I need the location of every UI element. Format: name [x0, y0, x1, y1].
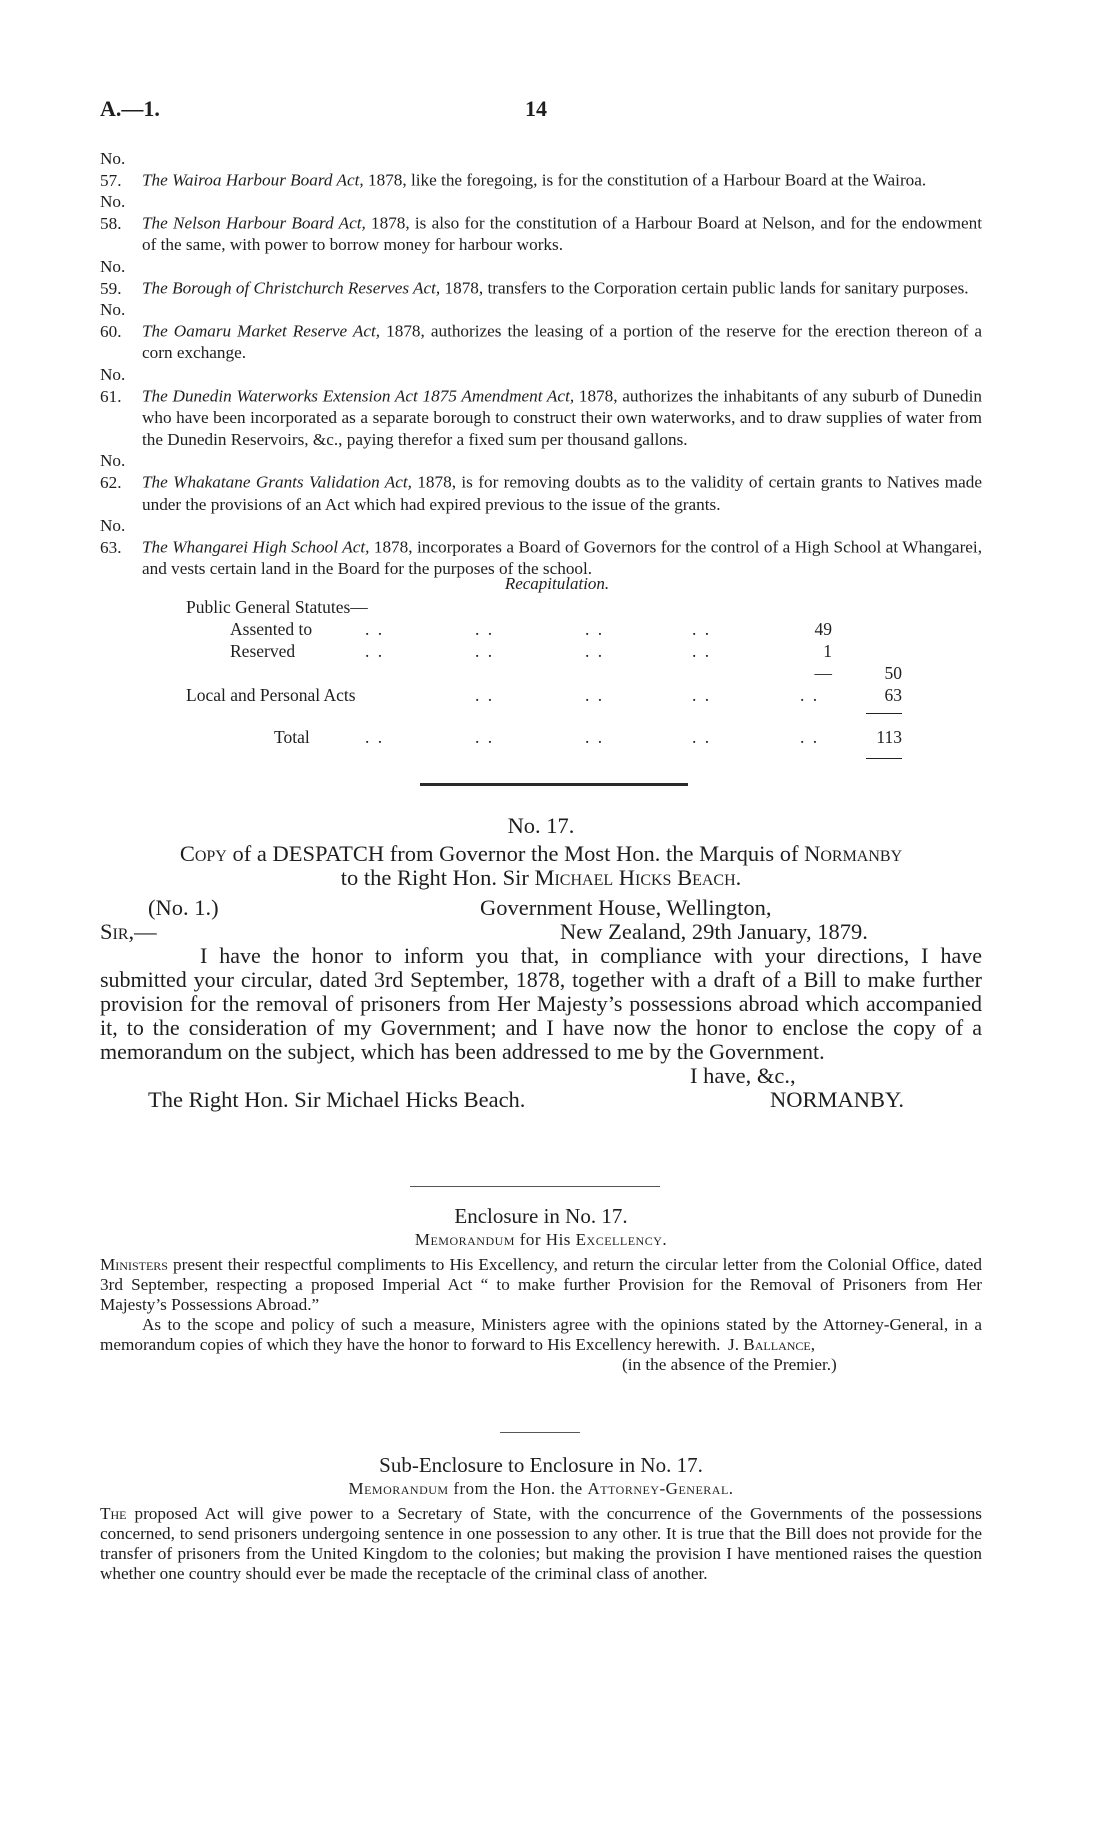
- act-text: 1878, incorporates a Board of Governors for the control of a High School at Whangarei, and vests certain land in the Board for the purposes of the school.: [142, 537, 982, 579]
- act-number: No. 63.: [100, 516, 126, 557]
- leader-dots: . .: [800, 727, 820, 747]
- title-part: of a DESPATCH from Governor the Most Hon. the Marquis of: [226, 841, 805, 866]
- enclosure-subtitle: [100, 1229, 982, 1251]
- act-text: 1878, authorizes the leasing of a portion of the reserve for the erection thereon of a corn exchange.: [142, 321, 982, 363]
- sub-enclosure-paragraph: [100, 1504, 982, 1584]
- recap-value: 113: [876, 727, 902, 747]
- despatch-title-line2: [100, 866, 982, 890]
- leader-dots: . .: [692, 641, 712, 661]
- recap-value: 50: [884, 663, 902, 683]
- recap-value: 1: [823, 641, 832, 661]
- recap-row-reserved: [0, 641, 1114, 663]
- act-number: No. 62.: [100, 451, 126, 492]
- act-entry: [100, 256, 982, 299]
- act-number: No. 61.: [100, 364, 126, 406]
- leader-dots: . .: [585, 619, 605, 639]
- paragraph-text: proposed Act will give power to a Secretary of State, with the concurrence of the Governments of the possessions concerned, to send prisoners undergoing sentence in one possession to any other. It is true that the Bill does not provide for the transfer of prisoners from the United Kingdom to the colonies; but making the provision I have mentioned raises the question whether one country should ever be made the receptacle of the criminal class of another.: [100, 1504, 982, 1583]
- signature-note: (in the absence of the Premier.): [622, 1355, 837, 1374]
- despatch-number: No. 17.: [507, 813, 575, 838]
- leader-dots: . .: [475, 619, 495, 639]
- act-entry: [100, 299, 982, 364]
- act-title: The Whangarei High School Act,: [142, 537, 370, 557]
- subtitle-part: Memorandum: [348, 1479, 449, 1498]
- despatch-ref: (No. 1.): [148, 895, 219, 920]
- series-header: A.—1.: [100, 96, 160, 121]
- leader-dots: . .: [475, 641, 495, 661]
- section-divider: [420, 783, 688, 786]
- recap-label: Assented to: [230, 619, 313, 639]
- enclosure-paragraph: As to the scope and policy of such a measure, Ministers agree with the opinions stated by the Attorney-General, in a memorandum copies of which they have the honor to forward to His Excellency herewith.: [100, 1315, 982, 1354]
- title-part: to the Right Hon. Sir: [340, 865, 535, 890]
- despatch-ref-line: [100, 896, 982, 920]
- signature: NORMANBY.: [770, 1087, 904, 1112]
- act-title: The Wairoa Harbour Board Act,: [142, 170, 364, 190]
- despatch-salutation-line: [100, 920, 982, 944]
- despatch: [100, 814, 982, 1112]
- act-text: 1878, transfers to the Corporation certain public lands for sanitary purposes.: [440, 278, 969, 298]
- leader-dots: . .: [585, 641, 605, 661]
- address-line-2: New Zealand, 29th January, 1879.: [560, 919, 868, 944]
- act-title: The Whakatane Grants Validation Act,: [142, 472, 412, 492]
- recap-row-assented: [0, 619, 1114, 641]
- acts-list: [100, 148, 982, 580]
- enclosure-title: Enclosure in No. 17.: [454, 1204, 628, 1228]
- leader-dots: . .: [585, 685, 605, 705]
- lead-word: Ministers: [100, 1255, 168, 1274]
- section-divider: [500, 1432, 580, 1433]
- title-part: Copy: [179, 841, 227, 866]
- leader-dots: . .: [692, 727, 712, 747]
- enclosure-note-line: [100, 1355, 982, 1377]
- leader-dots: . .: [365, 619, 385, 639]
- act-entry: [100, 148, 982, 191]
- leader-dots: . .: [365, 641, 385, 661]
- enclosure-signature: J. Ballance,: [728, 1335, 816, 1354]
- act-number: No. 59.: [100, 256, 126, 298]
- signoff-line: [100, 1088, 982, 1112]
- enclosure: [100, 1203, 982, 1377]
- leader-dots: . .: [475, 727, 495, 747]
- sub-enclosure: [100, 1452, 982, 1584]
- act-title: The Nelson Harbour Board Act,: [142, 213, 366, 233]
- recap-label: Reserved: [230, 641, 296, 661]
- act-title: The Oamaru Market Reserve Act,: [142, 321, 381, 341]
- despatch-body: I have the honor to inform you that, in compliance with your directions, I have submitted your circular, dated 3rd September, 1878, together with a draft of a Bill to make further provision for the removal of prisoners from Her Majesty’s possessions abroad which accompanied it, to the consideration of my Government; and I have now the honor to enclose the copy of a memorandum on the subject, which has been addressed to me by the Government.: [100, 943, 982, 1064]
- leader-dots: . .: [365, 727, 385, 747]
- enclosure-signature-line: [100, 1335, 982, 1355]
- rule: [866, 713, 902, 714]
- closing-line: [100, 1064, 982, 1088]
- act-title: The Borough of Christchurch Reserves Act,: [142, 278, 441, 298]
- act-number: No. 57.: [100, 149, 126, 190]
- section-divider: [410, 1186, 660, 1187]
- title-part: Normanby: [804, 841, 903, 866]
- recap-heading: Public General Statutes—: [186, 597, 368, 617]
- act-entry: [100, 515, 982, 580]
- leader-dots: . .: [585, 727, 605, 747]
- act-text: 1878, is also for the constitution of a Harbour Board at Nelson, and for the endowment of the same, with power to borrow money for harbour works.: [142, 213, 982, 255]
- act-text: 1878, authorizes the inhabitants of any suburb of Dunedin who have been incorporated as a separate borough to construct their own waterworks, and to draw supplies of water from the Dunedin Reservoirs, &c., paying therefor a fixed sum per thousand gallons.: [142, 386, 982, 449]
- despatch-title: [100, 842, 982, 866]
- addressee: The Right Hon. Sir Michael Hicks Beach.: [148, 1087, 526, 1112]
- address-line-1: Government House, Wellington,: [480, 895, 772, 920]
- recap-row-subtotal: [0, 663, 1114, 685]
- act-text: 1878, like the foregoing, is for the constitution of a Harbour Board at the Wairoa.: [363, 170, 927, 190]
- recap-value: 49: [814, 619, 832, 639]
- act-number: No. 60.: [100, 300, 126, 341]
- paragraph-text: present their respectful compliments to His Excellency, and return the circular letter from the Colonial Office, dated 3rd September, respecting a proposed Imperial Act “ to make further Provision for the Removal of Prisoners from Her Majesty’s Possessions Abroad.”: [100, 1255, 982, 1314]
- lead-word: The: [100, 1504, 127, 1523]
- enclosure-paragraph: [100, 1255, 982, 1315]
- closing: I have, &c.,: [690, 1063, 796, 1088]
- subtitle-part: for His: [514, 1230, 576, 1249]
- recap-row-local: [0, 685, 1114, 707]
- act-text: 1878, is for removing doubts as to the validity of certain grants to Natives made under the provisions of an Act which had expired previous to the issue of the grants.: [142, 472, 982, 514]
- subtitle-part: Memorandum: [414, 1230, 515, 1249]
- subtitle-part: Excellency.: [575, 1230, 668, 1249]
- leader-dots: . .: [800, 685, 820, 705]
- sub-enclosure-title: Sub-Enclosure to Enclosure in No. 17.: [379, 1453, 703, 1477]
- sub-enclosure-subtitle: [100, 1478, 982, 1500]
- leader-dots: . .: [692, 685, 712, 705]
- act-entry: [100, 450, 982, 515]
- title-part: Michael Hicks Beach.: [534, 865, 742, 890]
- leader-dots: . .: [475, 685, 495, 705]
- act-title: The Dunedin Waterworks Extension Act 1875 Amendment Act,: [142, 386, 575, 406]
- subtotal-dash: —: [814, 663, 832, 683]
- recap-label: Local and Personal Acts: [186, 685, 356, 705]
- salutation: Sir,—: [100, 919, 157, 944]
- recap-heading-row: [0, 597, 1114, 619]
- subtitle-part: from the Hon. the: [448, 1479, 588, 1498]
- act-number: No. 58.: [100, 192, 126, 233]
- subtitle-part: Attorney-General.: [587, 1479, 734, 1498]
- recap-value: 63: [884, 685, 902, 705]
- recap-row-total: [0, 727, 1114, 749]
- rule: [866, 758, 902, 759]
- act-entry: [100, 364, 982, 450]
- leader-dots: . .: [692, 619, 712, 639]
- recap-label: Total: [274, 727, 310, 747]
- recap-title: Recapitulation.: [504, 574, 610, 593]
- act-entry: [100, 191, 982, 256]
- page-number: 14: [525, 96, 547, 121]
